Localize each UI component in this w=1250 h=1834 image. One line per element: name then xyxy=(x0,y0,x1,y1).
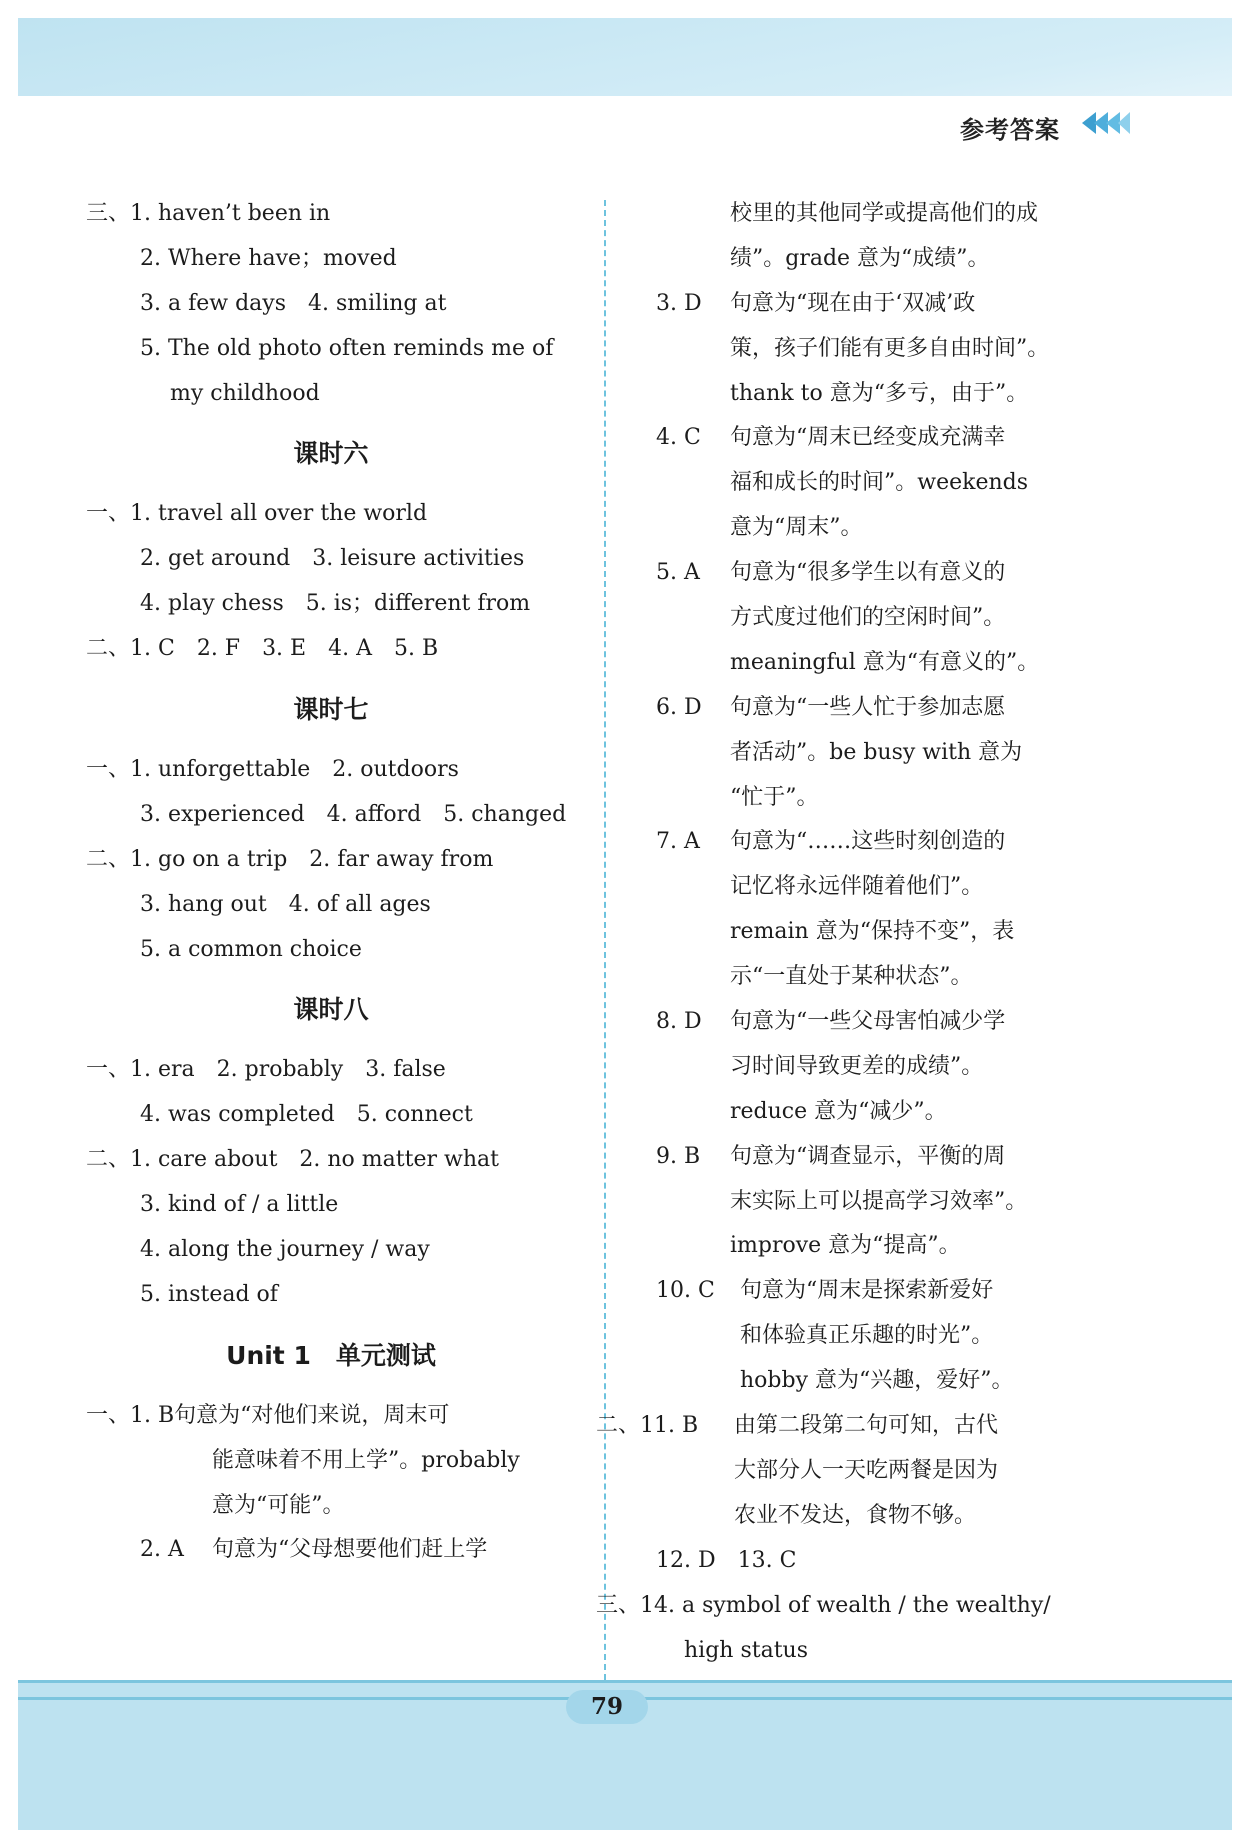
answer-line: 意为“周末”。 xyxy=(730,515,863,541)
answer-line xyxy=(656,1135,1136,1180)
answer-line: 3. experienced 4. afford 5. changed xyxy=(140,801,567,827)
answer-line: my childhood xyxy=(170,380,320,406)
column-divider xyxy=(604,200,606,1680)
answer-line: 能意味着不用上学”。probably xyxy=(212,1447,520,1473)
page-number: 79 xyxy=(566,1690,648,1724)
chevron-left-icon xyxy=(1078,110,1130,136)
answer-line: 3. kind of / a little xyxy=(140,1192,339,1218)
answer-text: 句意为“调查显示，平衡的周 xyxy=(730,1143,1006,1169)
answer-line: 三、1. haven’t been in xyxy=(86,201,331,226)
answer-line: improve 意为“提高”。 xyxy=(730,1233,961,1259)
section-title-lesson6: 课时六 xyxy=(293,439,369,469)
answer-line: 习时间导致更差的成绩”。 xyxy=(730,1053,984,1079)
section-title-lesson8: 课时八 xyxy=(293,995,369,1025)
question-number: 5. A xyxy=(656,560,700,586)
answer-line: high status xyxy=(684,1637,808,1663)
answer-line: 二、1. C 2. F 3. E 4. A 5. B xyxy=(86,636,439,662)
answer-text: 句意为“父母想要他们赶上学 xyxy=(212,1537,488,1563)
answer-line: 2. get around 3. leisure activities xyxy=(140,546,525,572)
answer-text: 句意为“周末已经变成充满幸 xyxy=(730,425,1006,451)
question-number: 8. D xyxy=(656,1009,702,1035)
answer-line: 一、1. era 2. probably 3. false xyxy=(86,1057,446,1083)
answer-line xyxy=(656,1269,1136,1314)
question-number: 7. A xyxy=(656,829,700,855)
answer-line xyxy=(656,282,1136,327)
answer-text: 句意为“现在由于‘双减’政 xyxy=(730,290,976,316)
answer-text: 句意为“很多学生以有意义的 xyxy=(730,560,1006,586)
answer-line: 和体验真正乐趣的时光”。 xyxy=(740,1323,994,1349)
left-column xyxy=(86,192,576,1573)
question-number: 3. D xyxy=(656,290,702,316)
answer-line: 一、1. travel all over the world xyxy=(86,501,428,527)
answer-line: 校里的其他同学或提高他们的成 xyxy=(730,201,1039,226)
answer-line: 者活动”。be busy with 意为 xyxy=(730,739,1023,765)
question-number: 6. D xyxy=(656,694,702,720)
right-column xyxy=(596,192,1136,1673)
answer-line xyxy=(86,1528,576,1573)
answer-line: 4. was completed 5. connect xyxy=(140,1102,473,1128)
answer-line: “忙于”。 xyxy=(730,784,819,810)
answer-line: 示“一直处于某种状态”。 xyxy=(730,964,973,990)
answer-line xyxy=(656,551,1136,596)
answer-line xyxy=(656,686,1136,731)
question-number: 二、11. B xyxy=(596,1413,699,1439)
question-number: 9. B xyxy=(656,1143,701,1169)
answer-line: 2. Where have；moved xyxy=(140,245,397,271)
answer-line xyxy=(596,1404,1136,1449)
answer-line: reduce 意为“减少”。 xyxy=(730,1098,947,1124)
answer-line: hobby 意为“兴趣，爱好”。 xyxy=(740,1368,1014,1394)
answer-line: 二、1. go on a trip 2. far away from xyxy=(86,846,494,872)
answer-line: meaningful 意为“有意义的”。 xyxy=(730,649,1040,675)
answer-text: 句意为“……这些时刻创造的 xyxy=(730,829,1006,855)
answer-line: 绩”。grade 意为“成绩”。 xyxy=(730,245,990,271)
answer-line: 5. instead of xyxy=(140,1281,278,1307)
answer-line: 记忆将永远伴随着他们”。 xyxy=(730,874,984,900)
answer-line: 3. hang out 4. of all ages xyxy=(140,891,431,917)
answer-line: 意为“可能”。 xyxy=(212,1492,345,1518)
answer-text: 句意为“一些人忙于参加志愿 xyxy=(730,694,1006,720)
answer-text: 句意为“周末是探索新爱好 xyxy=(740,1278,994,1304)
question-number: 10. C xyxy=(656,1278,715,1304)
answer-line: 农业不发达，食物不够。 xyxy=(734,1502,977,1528)
answer-line xyxy=(656,1000,1136,1045)
header-title: 参考答案 xyxy=(960,116,1060,144)
answer-line xyxy=(656,820,1136,865)
answer-line: 一、1. unforgettable 2. outdoors xyxy=(86,757,459,783)
answer-line: remain 意为“保持不变”，表 xyxy=(730,919,1015,945)
answer-line: 末实际上可以提高学习效率”。 xyxy=(730,1188,1028,1214)
section-title-lesson7: 课时七 xyxy=(293,695,369,725)
answer-text: 句意为“一些父母害怕减少学 xyxy=(730,1009,1006,1035)
answer-line: 3. a few days 4. smiling at xyxy=(140,290,447,316)
answer-line: 5. a common choice xyxy=(140,936,362,962)
question-number: 2. A xyxy=(140,1537,184,1563)
answer-line: 大部分人一天吃两餐是因为 xyxy=(734,1457,999,1483)
answer-text: 由第二段第二句可知，古代 xyxy=(734,1413,999,1439)
answer-line: 福和成长的时间”。weekends xyxy=(730,470,1029,496)
answer-line: 方式度过他们的空闲时间”。 xyxy=(730,605,1006,631)
answer-line xyxy=(86,1394,576,1439)
question-number: 4. C xyxy=(656,425,701,451)
answer-line: 4. along the journey / way xyxy=(140,1237,430,1263)
answer-text: 句意为“对他们来说，周末可 xyxy=(174,1402,450,1428)
answer-line xyxy=(656,416,1136,461)
answer-line: 二、1. care about 2. no matter what xyxy=(86,1147,499,1173)
section-title-unit-test: Unit 1 单元测试 xyxy=(226,1340,436,1370)
answer-line: 策，孩子们能有更多自由时间”。 xyxy=(730,335,1050,361)
answer-line: 12. D 13. C xyxy=(656,1547,797,1573)
answer-line: 5. The old photo often reminds me of xyxy=(140,335,554,361)
answer-line: 4. play chess 5. is；different from xyxy=(140,591,531,617)
answer-line: 三、14. a symbol of wealth / the wealthy/ xyxy=(596,1592,1051,1618)
question-number: 一、1. B xyxy=(86,1402,175,1428)
answer-line: thank to 意为“多亏，由于”。 xyxy=(730,380,1029,406)
